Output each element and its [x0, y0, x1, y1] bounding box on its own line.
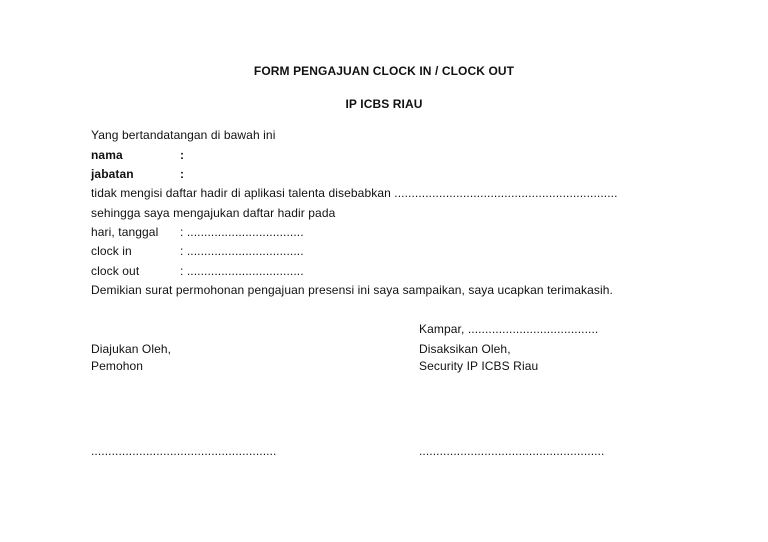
right-signature-heading: Disaksikan Oleh, [419, 342, 511, 356]
field-label-hari-tanggal: hari, tanggal [91, 225, 159, 239]
reason-line: tidak mengisi daftar hadir di aplikasi talenta disebabkan ................................................................. [91, 186, 618, 200]
field-label-jabatan: jabatan [91, 167, 134, 181]
intro-text: Yang bertandatangan di bawah ini [91, 128, 276, 142]
field-label-clock-out: clock out [91, 264, 140, 278]
request-line: sehingga saya mengajukan daftar hadir pada [91, 206, 336, 220]
left-signature-role: Pemohon [91, 359, 144, 373]
field-value-clock-out: : .................................. [180, 264, 304, 278]
field-label-clock-in: clock in [91, 244, 132, 258]
right-signature-role: Security IP ICBS Riau [419, 359, 539, 373]
field-colon-jabatan: : [180, 167, 185, 181]
form-title: FORM PENGAJUAN CLOCK IN / CLOCK OUT [253, 64, 515, 78]
field-value-hari-tanggal: : .................................. [180, 225, 304, 239]
left-signature-heading: Diajukan Oleh, [91, 342, 172, 356]
right-signature-line: ...................................................... [419, 444, 605, 458]
form-subtitle: IP ICBS RIAU [345, 97, 423, 111]
left-signature-line: ...................................................... [91, 444, 277, 458]
field-label-nama: nama [91, 148, 123, 162]
place-date-line: Kampar, ...................................... [419, 322, 599, 336]
field-value-clock-in: : .................................. [180, 244, 304, 258]
field-colon-nama: : [180, 148, 185, 162]
closing-text: Demikian surat permohonan pengajuan presensi ini saya sampaikan, saya ucapkan terimakasih. [91, 283, 613, 297]
